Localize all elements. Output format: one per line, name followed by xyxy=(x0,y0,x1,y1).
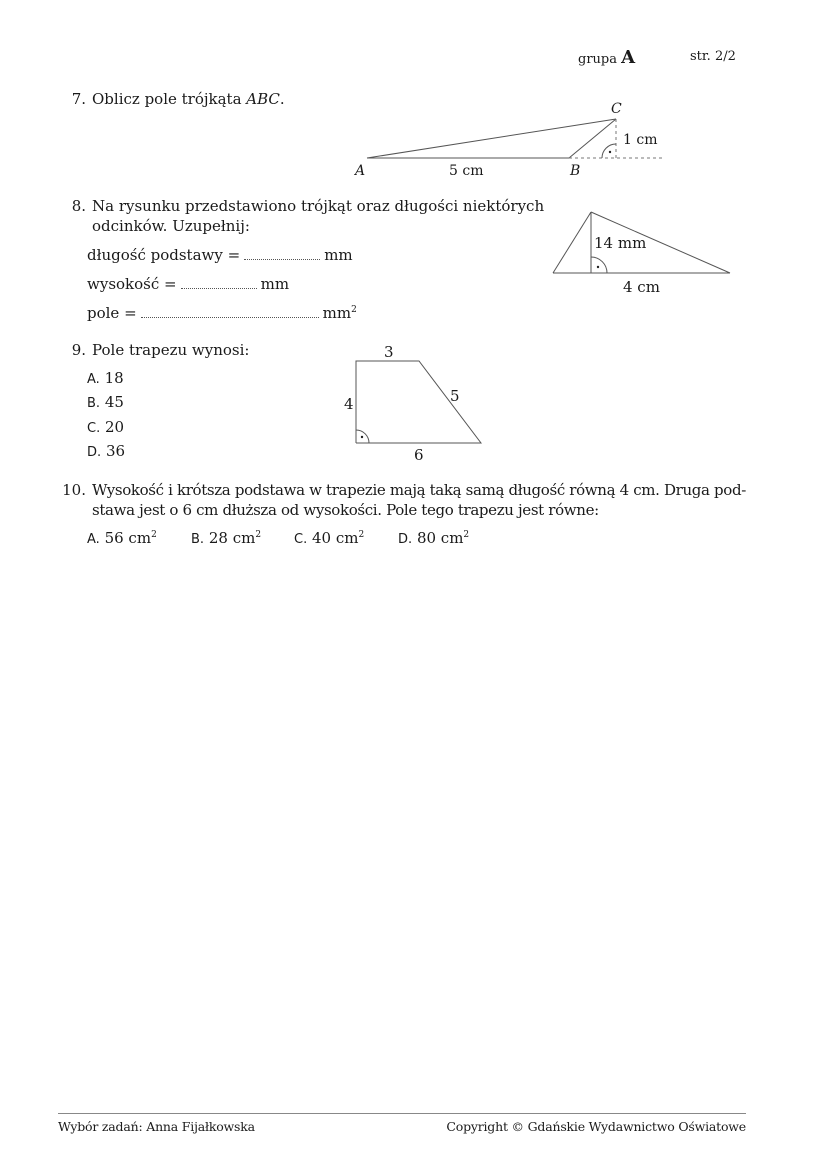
label-c: C xyxy=(611,101,622,117)
slant-side-label: 5 xyxy=(450,387,460,405)
field-label: wysokość = xyxy=(87,275,177,293)
footer-author: Wybór zadań: Anna Fijałkowska xyxy=(58,1119,255,1134)
question-text: Oblicz pole trójkąta xyxy=(92,90,247,108)
field-label: długość podstawy = xyxy=(87,246,241,264)
field-label: pole = xyxy=(87,304,137,322)
question-text-line1: Na rysunku przedstawiono trójkąt oraz długości niektórych xyxy=(92,197,545,215)
field-unit: mm xyxy=(322,304,352,322)
question-number: 9. xyxy=(71,341,86,359)
question-text: Pole trapezu wynosi: xyxy=(92,341,250,359)
group-label: grupa xyxy=(578,52,617,67)
question-number: 10. xyxy=(62,481,86,499)
field-unit: mm xyxy=(324,246,353,264)
option-b[interactable]: B. 28 $cm^2$ xyxy=(191,529,262,547)
base-length: 4 cm xyxy=(623,278,660,296)
option-c[interactable]: C. 40 $cm^2$ xyxy=(294,529,365,547)
option-d[interactable]: D. 36 xyxy=(87,442,126,460)
height-label: 4 xyxy=(344,395,354,413)
footer-divider xyxy=(58,1113,746,1114)
label-a: A xyxy=(355,163,366,179)
question-7: 7. Oblicz pole trójkąta ABC. xyxy=(58,90,285,108)
trapezoid-figure xyxy=(0,0,828,470)
triangle-name: ABC xyxy=(246,90,280,108)
group-value: A xyxy=(621,47,636,68)
question-text-line2: stawa jest o 6 cm dłuższa od wysokości. Pole tego trapezu jest równe: xyxy=(92,501,599,519)
question-text-line2: odcinków. Uzupełnij: xyxy=(92,217,250,235)
option-b[interactable]: B. 45 xyxy=(87,393,124,411)
height-length: 14 mm xyxy=(594,234,647,252)
option-c[interactable]: C. 20 xyxy=(87,418,125,436)
question-number: 7. xyxy=(71,90,86,108)
height-length: 1 cm xyxy=(623,132,658,148)
option-d[interactable]: D. 80 $cm^2$ xyxy=(398,529,470,547)
bottom-base-label: 6 xyxy=(414,446,424,464)
page-number: str. 2/2 xyxy=(690,49,736,64)
top-base-label: 3 xyxy=(384,343,394,361)
option-a[interactable]: A. 18 xyxy=(87,369,124,387)
footer-copyright: Copyright © Gdańskie Wydawnictwo Oświatowe xyxy=(446,1119,746,1134)
base-length: 5 cm xyxy=(449,163,484,179)
question-text-line1: Wysokość i krótsza podstawa w trapezie mają taką samą długość równą 4 cm. Druga pod- xyxy=(92,481,746,499)
label-b: B xyxy=(570,163,581,179)
field-unit: mm xyxy=(260,275,290,293)
question-10 xyxy=(58,481,746,499)
field-area: pole = $mm^2$ xyxy=(87,304,357,322)
question-number: 8. xyxy=(71,197,86,215)
option-a[interactable]: A. 56 $cm^2$ xyxy=(87,529,157,547)
